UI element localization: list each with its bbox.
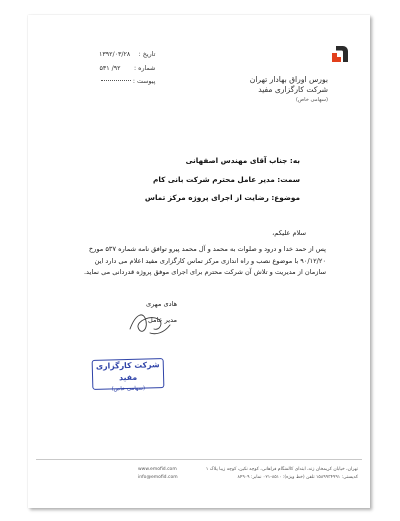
mofid-logo-icon [329,43,351,65]
signer-title: مدیر عامل [148,316,178,324]
letter-page [28,15,370,508]
company-name: شرکت کارگزاری مفید [258,85,328,94]
number-value: ۹۲/ ۵۳۱ [99,64,121,72]
attachment-blank [101,80,131,81]
date-row [88,48,155,62]
company-name-block [250,75,328,105]
recipient-to: به: جناب آقای مهندس اصفهانی [185,156,300,165]
company-type: (سهامی خاص) [295,97,328,103]
letter-subject: موضوع: رضایت از اجرای پروژه مرکز تماس [144,193,300,202]
company-stamp [92,358,165,393]
recipient-position: سمت: مدیر عامل محترم شرکت بانی کام [153,174,300,184]
number-label: شماره : [134,64,156,72]
letter-body [76,228,326,279]
footer-website: www.emofid.com [138,467,177,472]
attachment-row [88,75,155,89]
signer-name: هادی مهری [146,300,178,308]
date-value: ۱۳۹۲/۰۳/۲۸ [99,51,131,58]
footer-address-line2: کدپستی: ۱۵۸۹۹۳۴۹۹۱ تلفن (خط ویژه): ۸۵۱۰-۰۲۱ نمابر: ۸۴۹۰۹ [237,474,358,480]
exchange-name: بورس اوراق بهادار تهران [249,75,328,84]
greeting: سلام علیکم، [272,229,306,237]
recipient-block [145,152,300,208]
stamp-company-name: شرکت کارگزاری مفید [95,360,160,383]
letter-meta [88,48,155,89]
footer-address-line1: تهران، خیابان کریمخان زند، ابتدای کالمنگام فراهانی، کوچه نکین، کوچه زیبا پلاک ۱ [205,467,358,472]
footer-divider [36,459,362,460]
attachment-label: پیوست : [132,78,156,85]
signature-mark [124,307,174,341]
stamp-company-type: (سهامی خاص) [111,385,146,393]
body-paragraph: پس از حمد خدا و درود و صلوات به محمد و آل محمد پیرو توافق نامه شماره ۵۳۷ مورخ ۹۰/۱۲/۲۰ با موضوع نصب و راه اندازی مرکز تماس کارگزاری مفید اعلام می دارد این سازمان از مدیریت و تلاش آن شرکت محترم برای اجرای موفق پروژه قدردانی می نماید. [83,244,326,277]
footer-address [180,466,358,481]
footer-contact [138,466,178,481]
footer-email: info@emofid.com [138,474,178,480]
date-label: تاریخ : [138,51,156,58]
number-row [88,62,155,76]
